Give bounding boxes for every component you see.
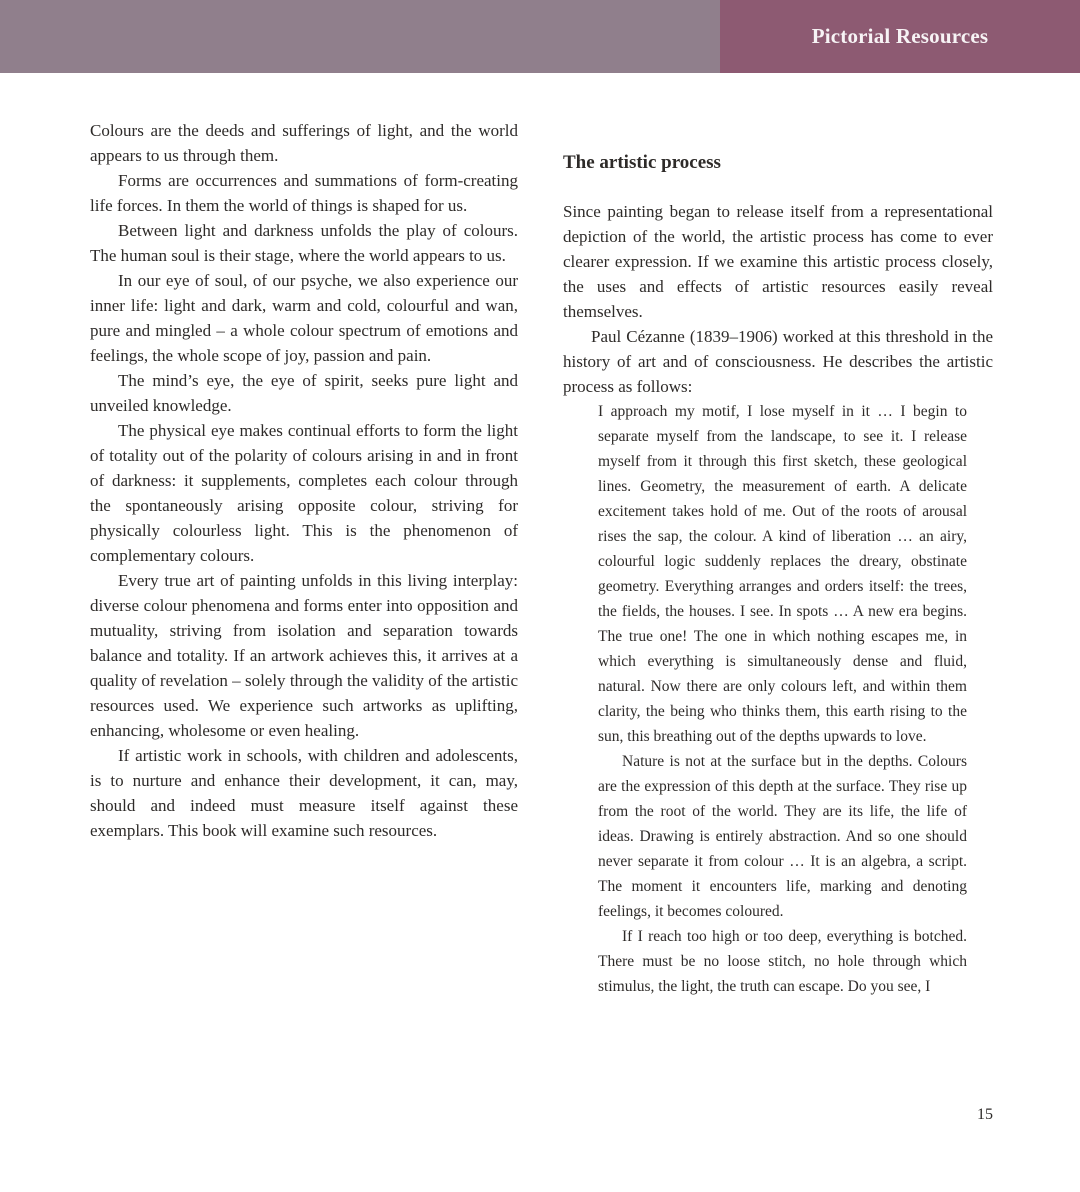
- paragraph: Paul Cézanne (1839–1906) worked at this threshold in the history of art and of consciousness. He describes the artistic process as follows:: [563, 327, 993, 396]
- section-heading: The artistic process: [563, 152, 721, 173]
- paragraph: Colours are the deeds and sufferings of light, and the world appears to us through them.: [90, 121, 518, 165]
- header-band-dark-segment: [720, 0, 1080, 73]
- paragraph: If artistic work in schools, with children and adolescents, is to nurture and enhance their development, it can, may, should and indeed must measure itself against these exemplars. This book will examine such resources.: [90, 746, 518, 840]
- paragraph: Every true art of painting unfolds in this living interplay: diverse colour phenomena and forms enter into opposition and mutuality, striving from isolation and separation towards balance and totality. If an artwork achieves this, it arrives at a quality of revelation – solely through the validity of the artistic resources used. We experience such artworks as uplifting, enhancing, wholesome or even healing.: [90, 571, 518, 740]
- paragraph: The physical eye makes continual efforts to form the light of totality out of the polarity of colours arising in and in front of darkness: it supplements, completes each colour through the spontaneously arising opposite colour, striving for physically colourless light. This is the phenomenon of complementary colours.: [90, 421, 518, 565]
- quote-paragraph: I approach my motif, I lose myself in it … I begin to separate myself from the landscape, to see it. I release myself from it through this first sketch, these geological lines. Geometry, the measurement of earth. A delicate excitement takes hold of me. Out of the roots of arousal rises the sap, the colour. A kind of liberation … an airy, colourful logic suddenly replaces the dreary, obstinate geometry. Everything arranges and orders itself: the trees, the fields, the houses. I see. In spots … A new era begins. The true one! The one in which nothing escapes me, in which everything is simultaneously dense and fluid, natural. Now there are only colours left, and within them clarity, the being who thinks them, this earth rising to the sun, this breathing out of the depths upwards to love.: [598, 403, 967, 745]
- quote-paragraph: If I reach too high or too deep, everything is botched. There must be no loose stitch, no hole through which stimulus, the light, the truth can escape. Do you see, I: [598, 928, 967, 995]
- left-column: [90, 118, 518, 999]
- quote-block: [598, 399, 967, 999]
- page-number: 15: [977, 1106, 993, 1123]
- paragraph: In our eye of soul, of our psyche, we also experience our inner life: light and dark, warm and cold, colourful and wan, pure and mingled – a whole colour spectrum of emotions and feelings, the whole scope of joy, passion and pain.: [90, 271, 518, 365]
- page-title: Pictorial Resources: [811, 24, 989, 48]
- paragraph: Since painting began to release itself from a representational depiction of the world, the artistic process has come to ever clearer expression. If we examine this artistic process closely, the uses and effects of artistic resources easily reveal themselves.: [563, 202, 993, 321]
- quote-paragraph: Nature is not at the surface but in the depths. Colours are the expression of this depth at the surface. They rise up from the root of the world. They are its life, the life of ideas. Drawing is entirely abstraction. And so one should never separate it from colour … It is an algebra, a script. The moment it encounters life, marking and denoting feelings, it becomes coloured.: [598, 753, 967, 920]
- header-band-light-segment: [0, 0, 720, 73]
- paragraph: Forms are occurrences and summations of form-creating life forces. In them the world of things is shaped for us.: [90, 171, 518, 215]
- paragraph: Between light and darkness unfolds the play of colours. The human soul is their stage, where the world appears to us.: [90, 221, 518, 265]
- page-content: [90, 118, 993, 999]
- right-column: [563, 118, 993, 999]
- paragraph: The mind’s eye, the eye of spirit, seeks pure light and unveiled knowledge.: [90, 371, 518, 415]
- header-band: [0, 0, 1080, 73]
